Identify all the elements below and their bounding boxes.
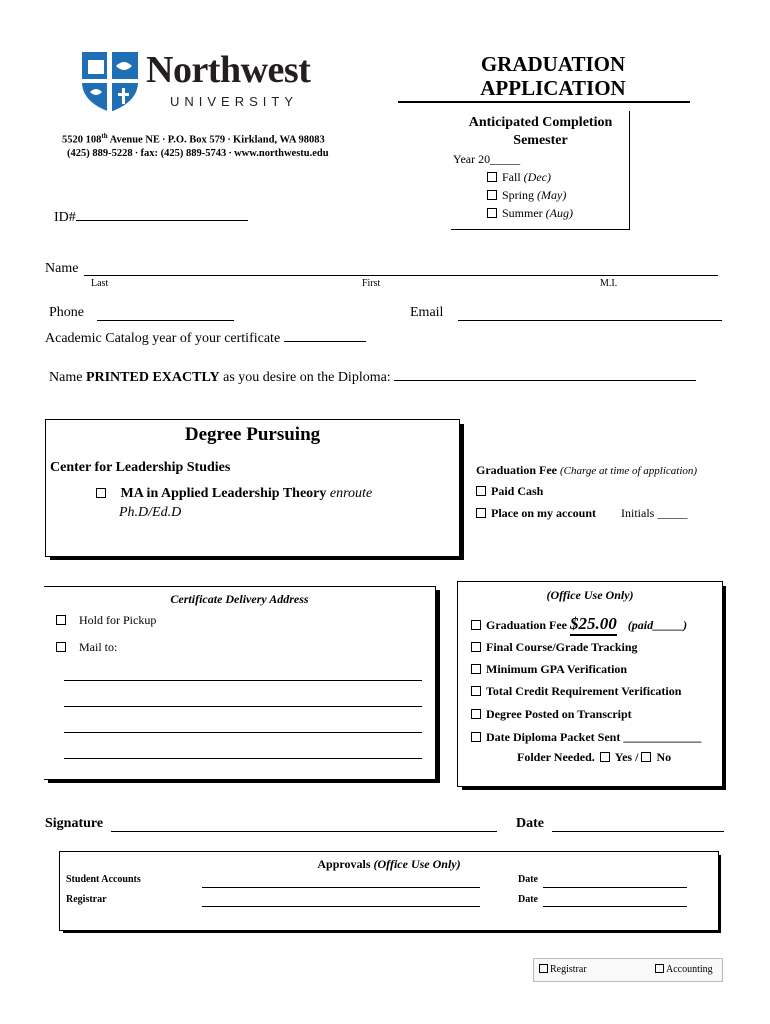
semester-option-summer[interactable]: Summer (Aug): [487, 206, 573, 221]
semester-heading-1: Anticipated Completion: [468, 115, 613, 130]
approvals-box: [59, 851, 719, 931]
delivery-box-bottom-border: [44, 779, 436, 780]
checkbox-icon[interactable]: [600, 752, 610, 762]
approvals-title: Approvals (Office Use Only): [317, 857, 461, 871]
semester-box: [451, 111, 630, 229]
checkbox-icon[interactable]: [471, 732, 481, 742]
phone-field[interactable]: [97, 320, 234, 321]
office-item-gpa[interactable]: Minimum GPA Verification: [471, 662, 627, 677]
checkbox-icon[interactable]: [96, 488, 106, 498]
delivery-box-right-border: [435, 586, 436, 779]
form-title-line-2: APPLICATION: [480, 76, 626, 100]
university-logo: [80, 48, 340, 114]
checkbox-icon[interactable]: [641, 752, 651, 762]
fee-option-account[interactable]: Place on my account: [476, 506, 596, 521]
shield-logo-icon: [80, 48, 140, 114]
checkbox-icon[interactable]: [655, 964, 664, 973]
delivery-title: Certificate Delivery Address: [170, 592, 309, 606]
date-field[interactable]: [552, 831, 724, 832]
office-fee-row[interactable]: Graduation Fee $25.00 (paid_____): [471, 614, 687, 636]
approval-registrar-signature[interactable]: [202, 906, 480, 907]
office-box: [457, 581, 723, 787]
office-item-final-course[interactable]: Final Course/Grade Tracking: [471, 640, 638, 655]
degree-program-option[interactable]: MA in Applied Leadership Theory enroute: [96, 486, 372, 502]
mail-address-line-1[interactable]: [64, 680, 422, 681]
checkbox-icon[interactable]: [476, 486, 486, 496]
fee-initials-field[interactable]: Initials _____: [621, 506, 688, 520]
checkbox-icon[interactable]: [471, 686, 481, 696]
approval-student-accounts-date[interactable]: [543, 887, 687, 888]
checkbox-icon[interactable]: [56, 615, 66, 625]
mail-address-line-3[interactable]: [64, 732, 422, 733]
catalog-year-field[interactable]: Academic Catalog year of your certificate: [45, 331, 366, 347]
checkbox-icon[interactable]: [471, 709, 481, 719]
checkbox-icon[interactable]: [487, 208, 497, 218]
signature-field[interactable]: [111, 831, 497, 832]
degree-title: Degree Pursuing: [184, 424, 321, 445]
checkbox-icon[interactable]: [476, 508, 486, 518]
office-item-packet-sent[interactable]: Date Diploma Packet Sent _____________: [471, 730, 701, 745]
approval-student-accounts-date-label: Date: [518, 874, 538, 885]
date-label: Date: [516, 816, 544, 831]
delivery-box-top-border: [44, 586, 435, 587]
approval-registrar-label: Registrar: [66, 894, 107, 905]
checkbox-icon[interactable]: [487, 190, 497, 200]
approval-registrar-date-label: Date: [518, 894, 538, 905]
checkbox-icon[interactable]: [471, 642, 481, 652]
office-folder-needed[interactable]: Folder Needed. Yes / No: [517, 750, 672, 764]
routing-accounting[interactable]: Accounting: [655, 964, 713, 975]
degree-program-line-2: Ph.D/Ed.D: [119, 505, 182, 520]
name-mi-caption: M.I.: [600, 278, 618, 289]
checkbox-icon[interactable]: [471, 664, 481, 674]
routing-registrar[interactable]: Registrar: [539, 964, 587, 975]
id-field[interactable]: ID#: [54, 210, 248, 226]
checkbox-icon[interactable]: [539, 964, 548, 973]
semester-box-right-border: [629, 111, 630, 229]
checkbox-icon[interactable]: [487, 172, 497, 182]
routing-box: [533, 958, 723, 982]
approval-registrar-date[interactable]: [543, 906, 687, 907]
office-title: (Office Use Only): [546, 588, 634, 602]
name-last-caption: Last: [91, 278, 109, 289]
email-field[interactable]: [458, 320, 722, 321]
semester-heading-2: Semester: [513, 133, 568, 148]
approval-student-accounts-label: Student Accounts: [66, 874, 141, 885]
address-line-1: 5520 108th Avenue NE ∙ P.O. Box 579 ∙ Kirkland, WA 98083: [62, 132, 325, 146]
mail-address-line-4[interactable]: [64, 758, 422, 759]
office-item-credit[interactable]: Total Credit Requirement Verification: [471, 684, 681, 699]
semester-option-spring[interactable]: Spring (May): [487, 188, 566, 203]
name-label: Name: [45, 261, 79, 276]
semester-year-field[interactable]: Year 20_____: [453, 152, 521, 166]
checkbox-icon[interactable]: [56, 642, 66, 652]
checkbox-icon[interactable]: [471, 620, 481, 630]
logo-name: Northwest: [146, 49, 311, 91]
diploma-name-field[interactable]: Name PRINTED EXACTLY as you desire on the Diploma:: [49, 370, 696, 386]
semester-option-fall[interactable]: Fall (Dec): [487, 170, 551, 185]
degree-box: [45, 419, 460, 557]
degree-center: Center for Leadership Studies: [50, 460, 231, 475]
fee-option-cash[interactable]: Paid Cash: [476, 484, 543, 499]
signature-label: Signature: [45, 816, 104, 831]
delivery-option-hold[interactable]: Hold for Pickup: [56, 613, 156, 628]
name-field[interactable]: [84, 275, 718, 276]
phone-label: Phone: [49, 305, 84, 320]
title-rule: [398, 101, 690, 103]
form-title-line-1: GRADUATION: [480, 52, 626, 76]
fee-amount: $25.00: [570, 614, 617, 636]
address-line-2: (425) 889-5228 ∙ fax: (425) 889-5743 ∙ www.northwestu.edu: [67, 148, 329, 159]
logo-subtitle: UNIVERSITY: [170, 94, 299, 109]
fee-heading: Graduation Fee (Charge at time of application): [476, 463, 698, 477]
office-item-degree-posted[interactable]: Degree Posted on Transcript: [471, 707, 632, 722]
semester-box-bottom-border: [451, 229, 630, 230]
name-first-caption: First: [362, 278, 381, 289]
delivery-option-mail[interactable]: Mail to:: [56, 640, 117, 655]
email-label: Email: [410, 305, 444, 320]
approval-student-accounts-signature[interactable]: [202, 887, 480, 888]
mail-address-line-2[interactable]: [64, 706, 422, 707]
